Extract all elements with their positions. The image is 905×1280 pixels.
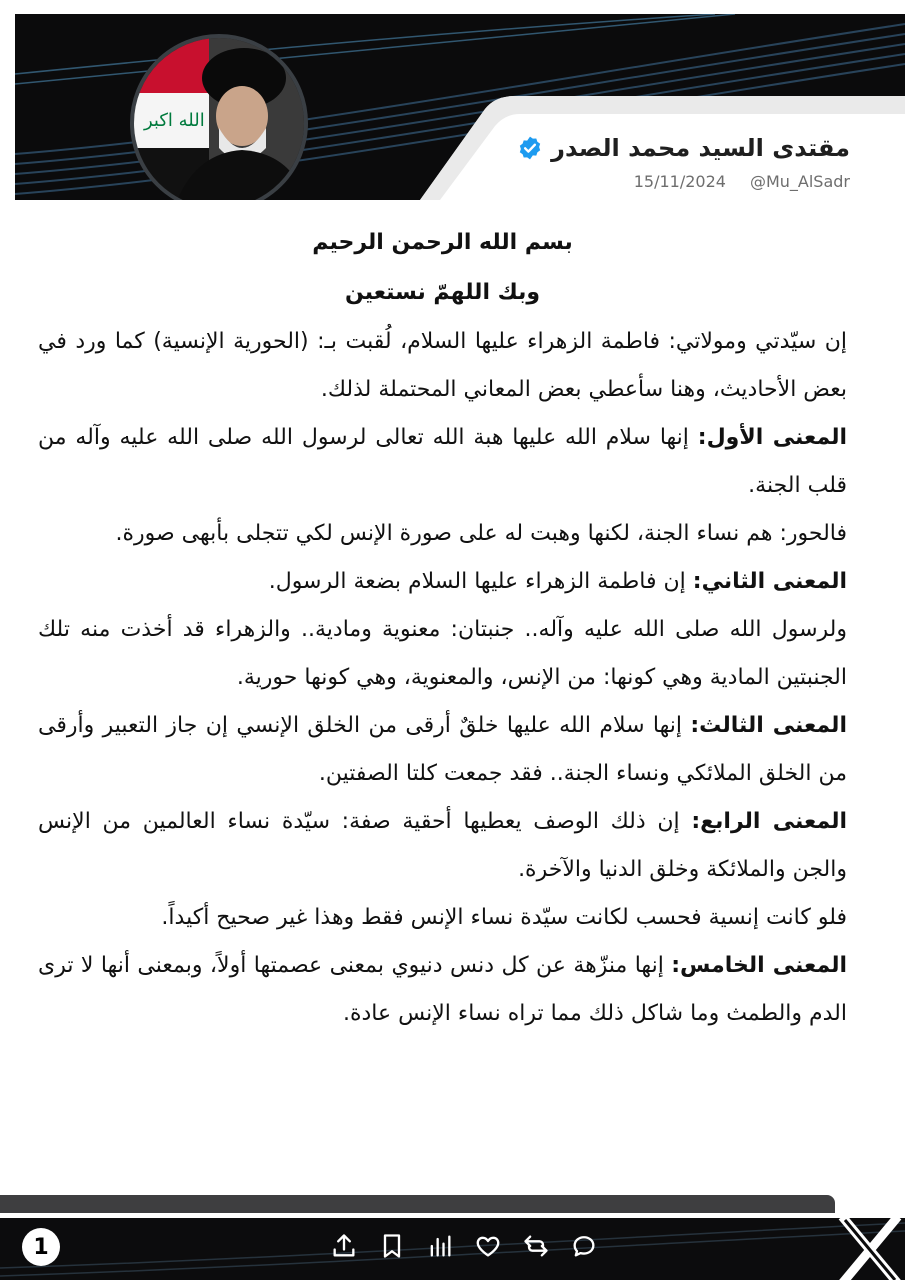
avatar-image (134, 38, 304, 200)
like-icon[interactable] (474, 1232, 502, 1260)
meaning-2-text: إن فاطمة الزهراء عليها السلام بضعة الرسول. (268, 569, 693, 594)
verified-badge-icon (517, 135, 543, 161)
post-actions (330, 1232, 598, 1260)
handle[interactable]: @Mu_AlSadr (749, 172, 850, 191)
meaning-2-label: المعنى الثاني: (692, 569, 847, 594)
paragraph-intro: إن سيّدتي ومولاتي: فاطمة الزهراء عليها السلام، لُقبت بـ: (الحورية الإنسية) كما ورد في بعض الأحاديث، وهنا سأعطي بعض المعاني المحتملة لذلك. (38, 329, 847, 402)
meaning-3-label: المعنى الثالث: (690, 713, 847, 738)
paragraph-meaning-2-extra: ولرسول الله صلى الله عليه وآله.. جنبتان: معنوية ومادية.. والزهراء قد أخذت منه تلك الجنبتين المادية وهي كونها: من الإنس، والمعنوية، وهي كونها حورية. (38, 617, 847, 690)
meaning-4-label: المعنى الرابع: (691, 809, 848, 834)
meaning-1-label: المعنى الأول: (697, 425, 847, 450)
paragraph-meaning-1 (38, 414, 847, 510)
paragraph-meaning-4-extra: فلو كانت إنسية فحسب لكانت سيّدة نساء الإنس فقط وهذا غير صحيح أكيداً. (161, 905, 847, 930)
post-heading-1: بسم الله الرحمن الرحيم (312, 230, 573, 255)
profile-header (15, 14, 905, 200)
post-heading-2: وبك اللهمّ نستعين (344, 280, 541, 305)
meaning-3-text: إنها سلام الله عليها خلقٌ أرقى من الخلق الإنسي إن جاز التعبير وأرقى من الخلق الملائكي ونساء الجنة.. فقد جمعت كلتا الصفتين. (38, 713, 847, 786)
meaning-5-text: إنها منزّهة عن كل دنس دنيوي بمعنى عصمتها أولاً، وبمعنى أنها لا ترى الدم والطمث وما شاكل ذلك مما تراه نساء الإنس عادة. (38, 953, 847, 1026)
share-icon[interactable] (330, 1232, 358, 1260)
bookmark-icon[interactable] (378, 1232, 406, 1260)
x-logo-icon (835, 1218, 905, 1280)
meta-row (517, 172, 850, 191)
paragraph-meaning-2 (38, 558, 847, 606)
avatar[interactable] (130, 34, 308, 200)
page-number-badge: 1 (22, 1228, 60, 1266)
svg-text:الله اكبر: الله اكبر (144, 110, 205, 131)
meaning-1-text: إنها سلام الله عليها هبة الله تعالى لرسول الله صلى الله عليه وآله من قلب الجنة. (38, 425, 847, 498)
paragraph-meaning-3 (38, 702, 847, 798)
display-name[interactable]: مقتدى السيد محمد الصدر (551, 134, 850, 162)
display-name-row (517, 134, 850, 162)
meaning-5-label: المعنى الخامس: (671, 953, 847, 978)
views-icon[interactable] (426, 1232, 454, 1260)
meaning-4-text: إن ذلك الوصف يعطيها أحقية صفة: سيّدة نساء العالمين من الإنس والجن والملائكة وخلق الدنيا والآخرة. (38, 809, 847, 882)
post-date: 15/11/2024 (633, 172, 726, 191)
repost-icon[interactable] (522, 1232, 550, 1260)
action-bar (0, 1218, 905, 1280)
reply-icon[interactable] (570, 1232, 598, 1260)
profile-info (517, 134, 850, 191)
paragraph-meaning-4 (38, 798, 847, 894)
paragraph-meaning-5 (38, 942, 847, 1038)
post-body (38, 218, 847, 1038)
footer-divider (0, 1195, 835, 1213)
paragraph-meaning-1-extra: فالحور: هم نساء الجنة، لكنها وهبت له على صورة الإنس لكي تتجلى بأبهى صورة. (115, 521, 847, 546)
